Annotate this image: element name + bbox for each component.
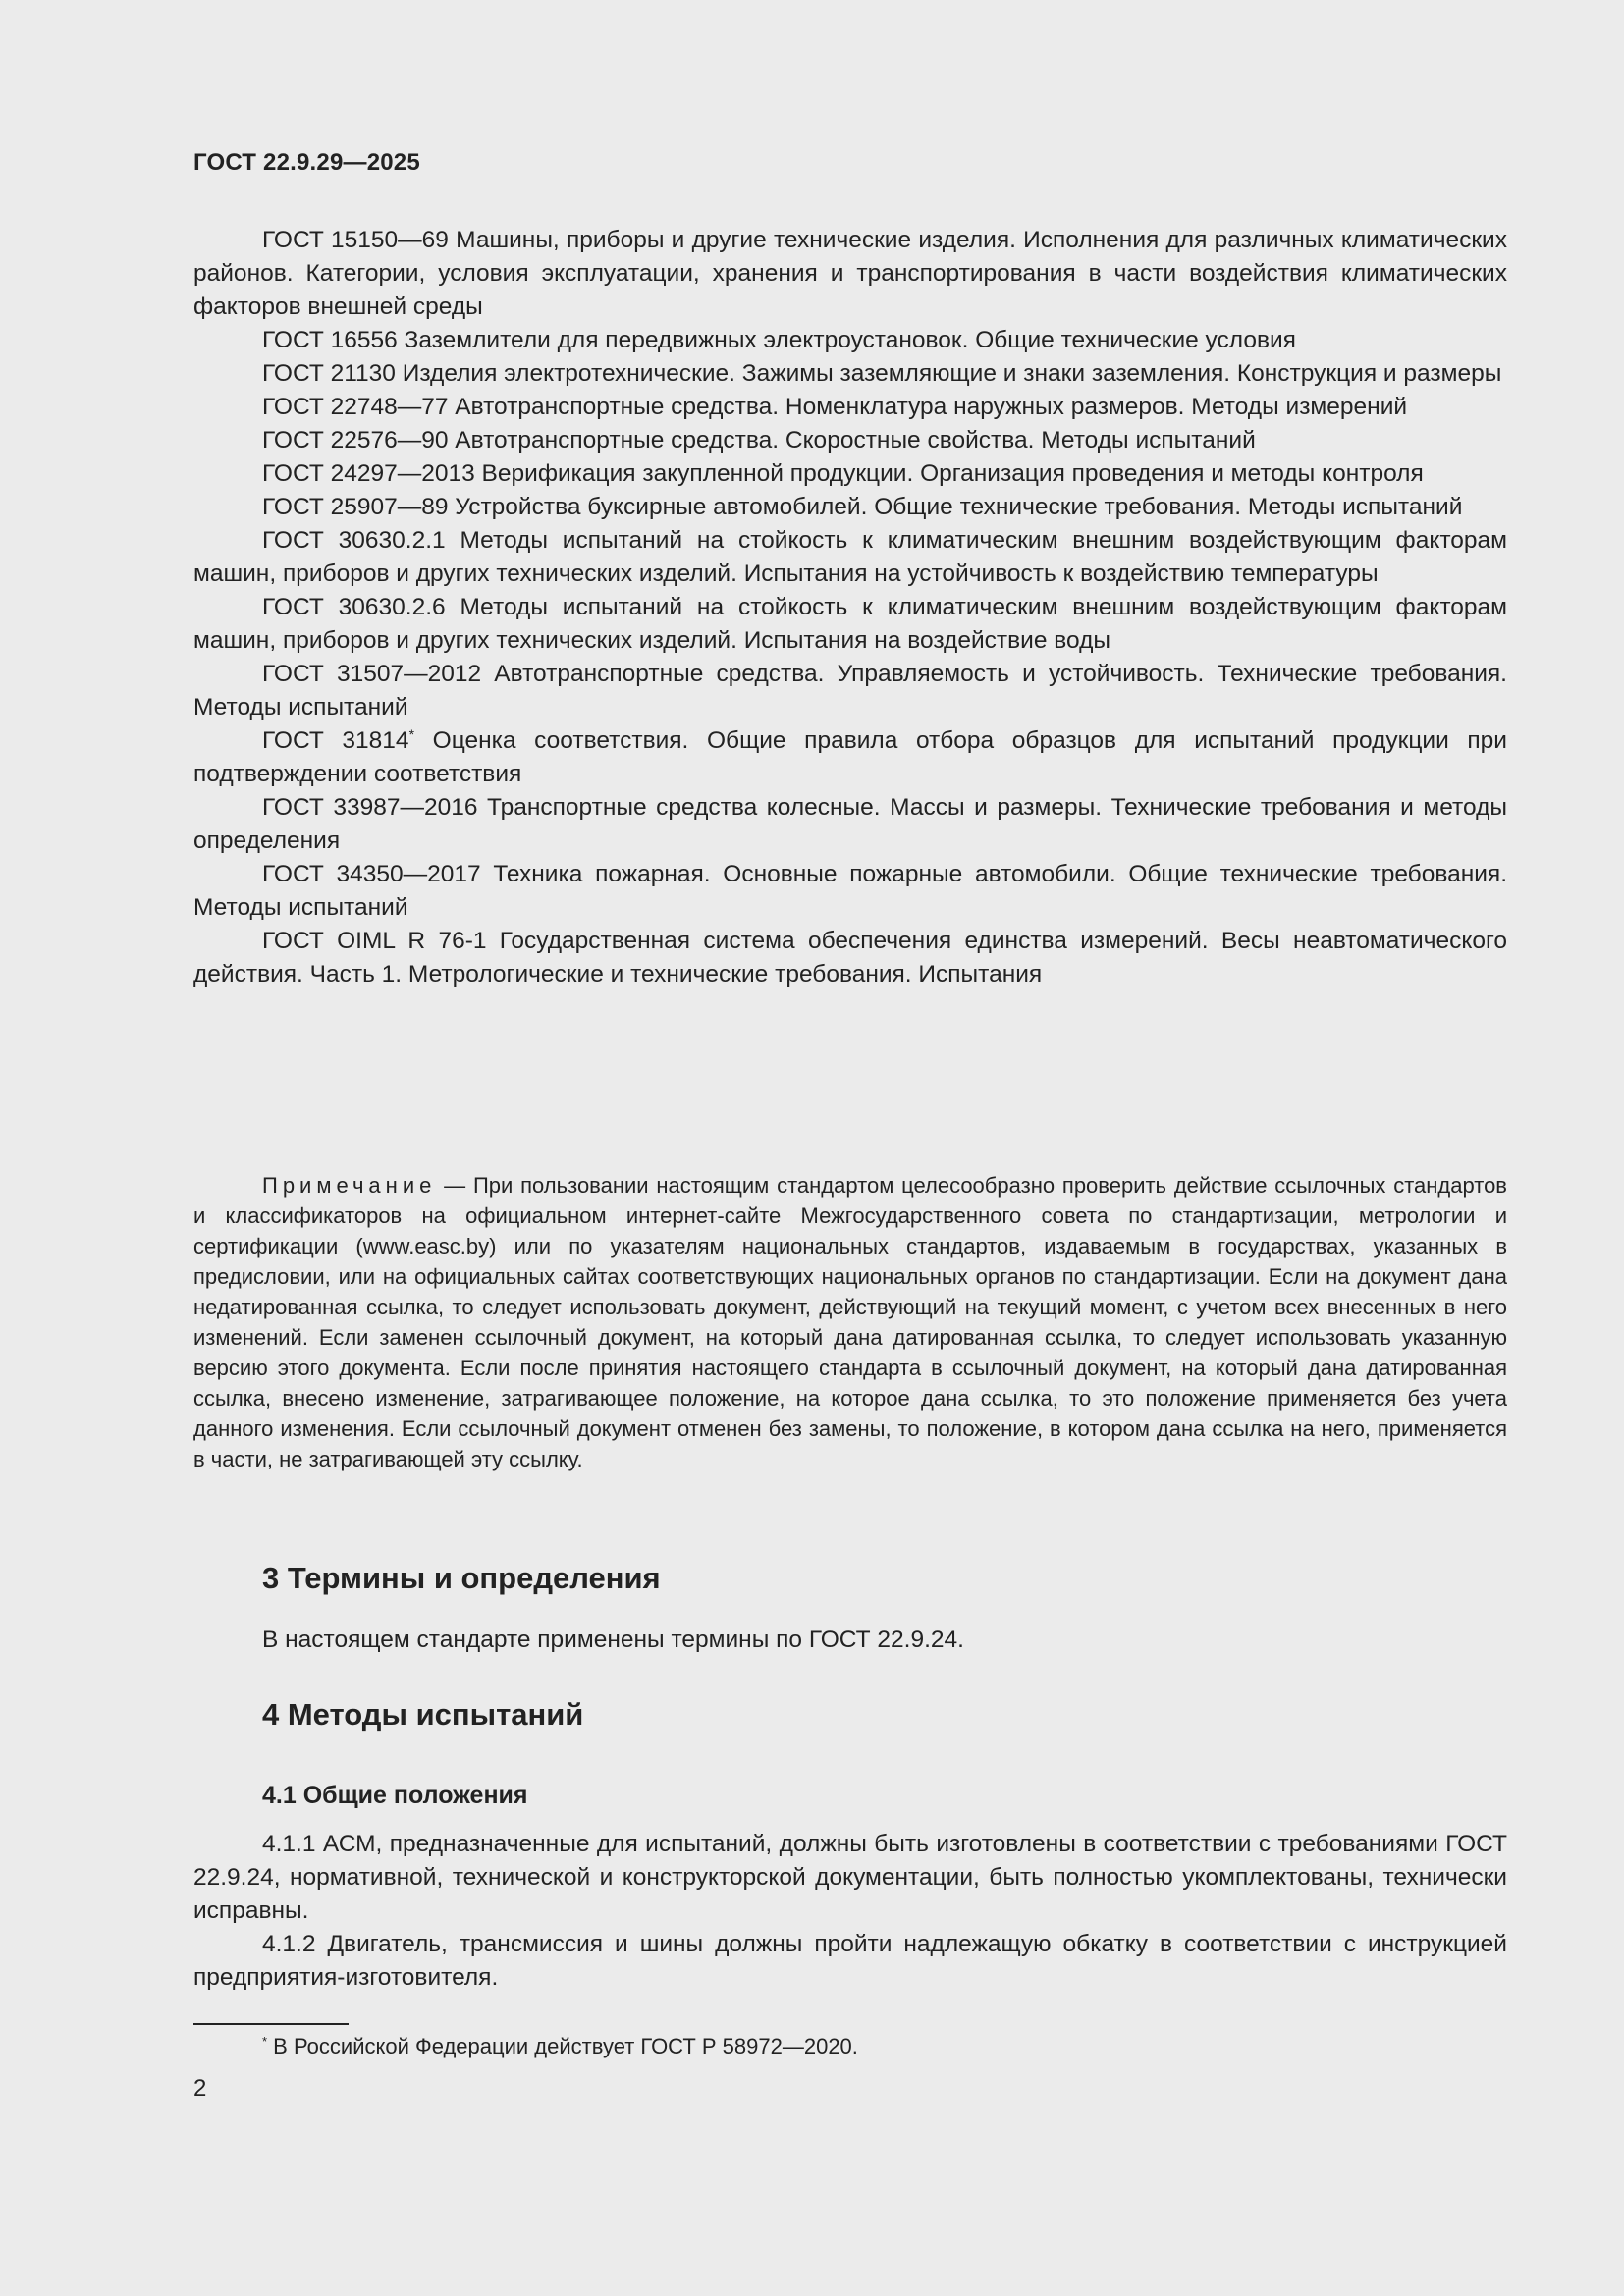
reference-item: ГОСТ 22576—90 Автотранспортные средства. Скоростные свойства. Методы испытаний xyxy=(262,427,1256,454)
paragraph-4-1-2: 4.1.2 Двигатель, трансмиссия и шины должны пройти надлежащую обкатку в соответствии с инструкцией предприятия-изготовителя. xyxy=(193,1931,1507,1991)
reference-item: ГОСТ 34350—2017 Техника пожарная. Основные пожарные автомобили. Общие технические требования. Методы испытаний xyxy=(193,861,1507,921)
paragraph-4-1-1: 4.1.1 АСМ, предназначенные для испытаний, должны быть изготовлены в соответствии с требованиями ГОСТ 22.9.24, нормативной, технической и конструкторской документации, быть полностью укомплектованы, технически исправны. xyxy=(193,1831,1507,1924)
note-paragraph xyxy=(193,1170,1507,1474)
reference-item: ГОСТ 30630.2.6 Методы испытаний на стойкость к климатическим внешним воздействующим факторам машин, приборов и других технических изделий. Испытания на воздействие воды xyxy=(193,594,1507,654)
reference-item: ГОСТ 31507—2012 Автотранспортные средства. Управляемость и устойчивость. Технические требования. Методы испытаний xyxy=(193,661,1507,721)
page-number: 2 xyxy=(193,2075,207,2102)
reference-title: Оценка соответствия. Общие правила отбора образцов для испытаний продукции при подтверждении соответствия xyxy=(193,727,1507,787)
reference-item: ГОСТ 22748—77 Автотранспортные средства. Номенклатура наружных размеров. Методы измерений xyxy=(262,394,1408,420)
reference-item: ГОСТ OIML R 76-1 Государственная система обеспечения единства измерений. Весы неавтоматического действия. Часть 1. Метрологические и технические требования. Испытания xyxy=(193,928,1507,988)
note-text: — При пользовании настоящим стандартом целесообразно проверить действие ссылочных стандартов и классификаторов на официальном интернет-сайте Межгосударственного совета по стандартизации, метрологии и сертификации (www.easc.by) или по указателям национальных стандартов, издаваемым в государствах, указанных в предисловии, или на официальных сайтах соответствующих национальных органов по стандартизации. Если на документ дана недатированная ссылка, то следует использовать документ, действующий на текущий момент, с учетом всех внесенных в него изменений. Если заменен ссылочный документ, на который дана датированная ссылка, то следует использовать указанную версию этого документа. Если после принятия настоящего стандарта в ссылочный документ, на который дана датированная ссылка, внесено изменение, затрагивающее положение, на которое дана ссылка, то это положение применяется без учета данного изменения. Если ссылочный документ отменен без замены, то положение, в котором дана ссылка на него, применяется в части, не затрагивающей эту ссылку. xyxy=(193,1173,1507,1471)
note-label: Примечание xyxy=(262,1173,437,1198)
reference-item: ГОСТ 24297—2013 Верификация закупленной продукции. Организация проведения и методы контроля xyxy=(262,460,1424,487)
reference-item-31814 xyxy=(193,724,1507,791)
section-3-heading: 3 Термины и определения xyxy=(262,1561,661,1595)
document-code-header: ГОСТ 22.9.29—2025 xyxy=(193,149,420,176)
reference-item: ГОСТ 21130 Изделия электротехнические. Зажимы заземляющие и знаки заземления. Конструкция и размеры xyxy=(262,360,1502,387)
reference-item: ГОСТ 30630.2.1 Методы испытаний на стойкость к климатическим внешним воздействующим факторам машин, приборов и других технических изделий. Испытания на устойчивость к воздействию температуры xyxy=(193,527,1507,587)
reference-item: ГОСТ 33987—2016 Транспортные средства колесные. Массы и размеры. Технические требования и методы определения xyxy=(193,794,1507,854)
section-3-text: В настоящем стандарте применены термины по ГОСТ 22.9.24. xyxy=(262,1627,964,1653)
normative-references-list xyxy=(193,224,1507,991)
reference-item: ГОСТ 16556 Заземлители для передвижных электроустановок. Общие технические условия xyxy=(262,327,1296,353)
reference-item: ГОСТ 25907—89 Устройства буксирные автомобилей. Общие технические требования. Методы испытаний xyxy=(262,494,1463,520)
subsection-4-1-heading: 4.1 Общие положения xyxy=(262,1782,528,1809)
reference-code: ГОСТ 31814 xyxy=(262,727,409,754)
reference-item: ГОСТ 15150—69 Машины, приборы и другие технические изделия. Исполнения для различных климатических районов. Категории, условия эксплуатации, хранения и транспортирования в части воздействия климатических факторов внешней среды xyxy=(193,227,1507,320)
footnote-marker: * xyxy=(262,2034,268,2049)
footnote xyxy=(262,2032,858,2061)
footnote-marker: * xyxy=(408,726,415,742)
section-4-heading: 4 Методы испытаний xyxy=(262,1697,584,1732)
footnote-text: В Российской Федерации действует ГОСТ Р 58972—2020. xyxy=(267,2034,858,2058)
footnote-divider xyxy=(193,2023,349,2025)
